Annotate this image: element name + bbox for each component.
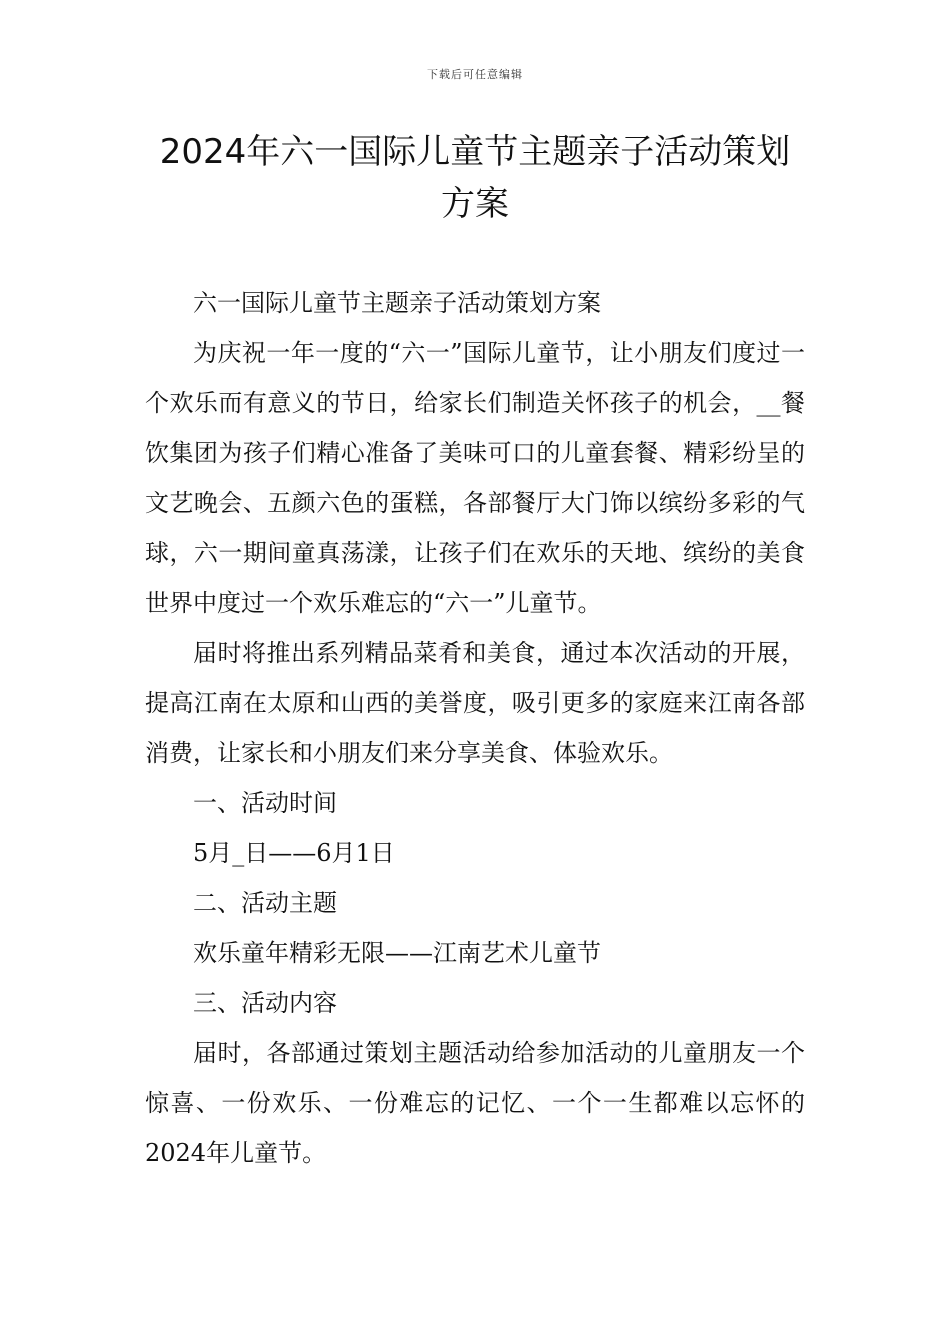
paragraph-content: 届时，各部通过策划主题活动给参加活动的儿童朋友一个惊喜、一份欢乐、一份难忘的记忆、一个一生都难以忘怀的2024年儿童节。 bbox=[145, 1039, 805, 1167]
paragraph-intro: 为庆祝一年一度的“六一”国际儿童节，让小朋友们度过一个欢乐而有意义的节日，给家长们制造关怀孩子的机会，__餐饮集团为孩子们精心准备了美味可口的儿童套餐、精彩纷呈的文艺晚会、五颜六色的蛋糕，各部餐厅大门饰以缤纷多彩的气球，六一期间童真荡漾，让孩子们在欢乐的天地、缤纷的美食世界中度过一个欢乐难忘的“六一”儿童节。 bbox=[145, 339, 805, 617]
section-heading-theme: 二、活动主题 bbox=[193, 889, 337, 917]
document-title: 2024年六一国际儿童节主题亲子活动策划方案 bbox=[159, 132, 791, 224]
section-heading-time: 一、活动时间 bbox=[193, 789, 337, 817]
paragraph-time: 5月_日——6月1日 bbox=[193, 839, 395, 867]
paragraph-subtitle: 六一国际儿童节主题亲子活动策划方案 bbox=[193, 289, 601, 317]
document-body bbox=[145, 278, 805, 1178]
header-note: 下载后可任意编辑 bbox=[427, 68, 523, 81]
paragraph-purpose: 届时将推出系列精品菜肴和美食，通过本次活动的开展，提高江南在太原和山西的美誉度，吸引更多的家庭来江南各部消费，让家长和小朋友们来分享美食、体验欢乐。 bbox=[145, 639, 805, 767]
paragraph-theme: 欢乐童年精彩无限——江南艺术儿童节 bbox=[193, 939, 601, 967]
section-heading-content: 三、活动内容 bbox=[193, 989, 337, 1017]
